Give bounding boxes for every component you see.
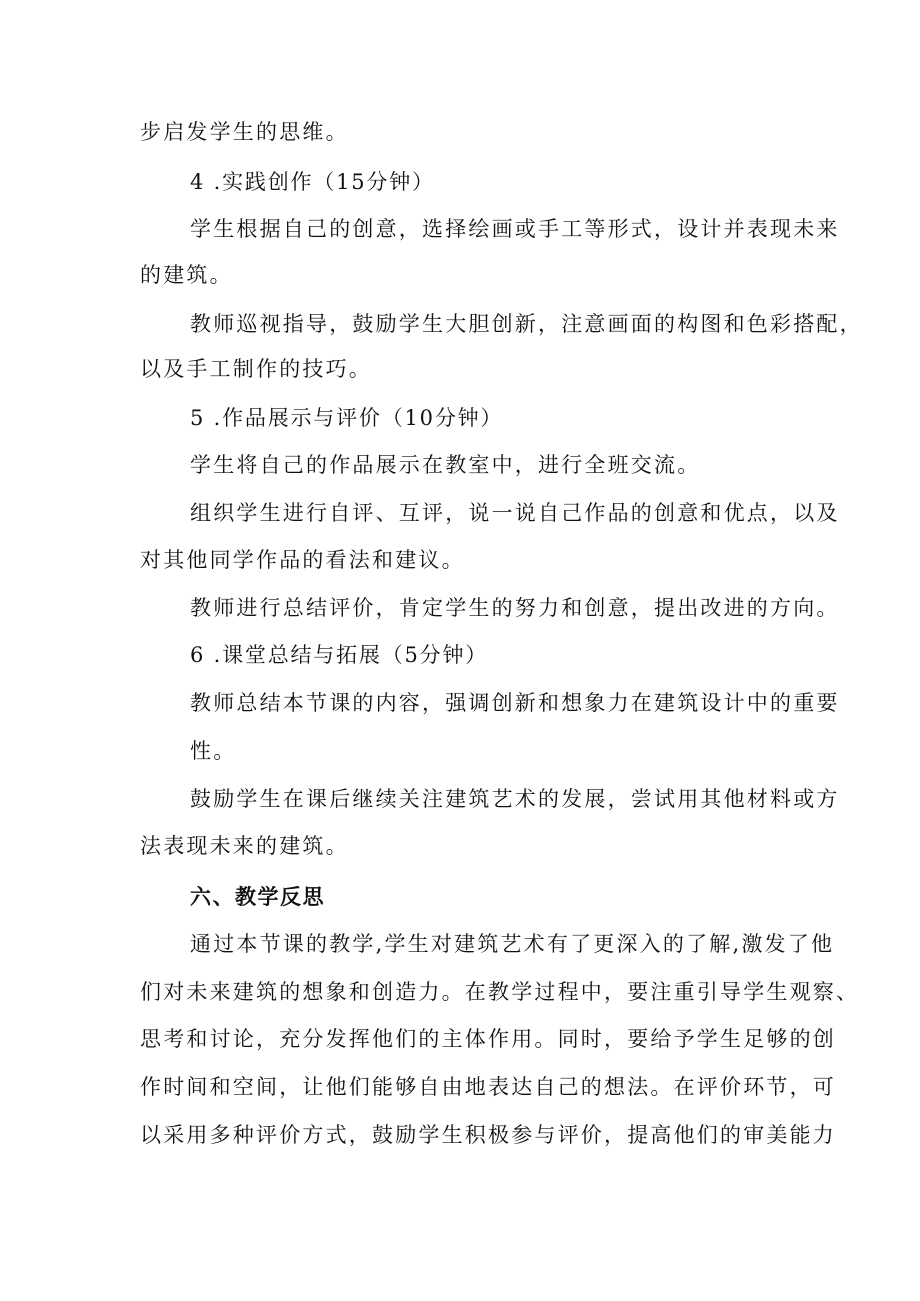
- paragraph-line: 法表现未来的建筑。: [140, 834, 349, 858]
- paragraph-line: 性。: [190, 739, 237, 763]
- paragraph-line: 以及手工制作的技巧。: [140, 357, 372, 381]
- paragraph-line: 学生将自己的作品展示在教室中，进行全班交流。: [190, 453, 701, 477]
- step-heading-4: 4 .实践创作（15分钟）: [190, 170, 435, 194]
- step-heading-6: 6 .课堂总结与拓展（5分钟）: [190, 643, 489, 667]
- paragraph-line: 作时间和空间，让他们能够自由地表达自己的想法。在评价环节，可: [140, 1075, 836, 1099]
- paragraph-line: 通过本节课的教学,学生对建筑艺术有了更深入的了解,激发了他: [190, 932, 835, 956]
- paragraph-line: 思考和讨论，充分发挥他们的主体作用。同时，要给予学生足够的创: [140, 1027, 836, 1051]
- paragraph-line: 教师进行总结评价，肯定学生的努力和创意，提出改进的方向。: [190, 596, 840, 620]
- paragraph-line: 们对未来建筑的想象和创造力。在教学过程中，要注重引导学生观察、: [140, 980, 860, 1004]
- paragraph-line: 以采用多种评价方式，鼓励学生积极参与评价，提高他们的审美能力: [140, 1123, 836, 1147]
- paragraph-line: 对其他同学作品的看法和建议。: [140, 548, 465, 572]
- paragraph-line: 学生根据自己的创意，选择绘画或手工等形式，设计并表现未来: [190, 217, 840, 241]
- section-heading-reflection: 六、教学反思: [190, 884, 325, 909]
- paragraph-line: 教师巡视指导，鼓励学生大胆创新，注意画面的构图和色彩搭配，: [190, 312, 863, 336]
- paragraph-line: 鼓励学生在课后继续关注建筑艺术的发展，尝试用其他材料或方: [190, 787, 840, 811]
- paragraph-line: 步启发学生的思维。: [140, 120, 349, 144]
- paragraph-line: 教师总结本节课的内容，强调创新和想象力在建筑设计中的重要: [190, 691, 840, 715]
- step-heading-5: 5 .作品展示与评价（10分钟）: [190, 406, 504, 430]
- paragraph-line: 组织学生进行自评、互评，说一说自己作品的创意和优点，以及: [190, 501, 840, 525]
- paragraph-line: 的建筑。: [140, 263, 233, 287]
